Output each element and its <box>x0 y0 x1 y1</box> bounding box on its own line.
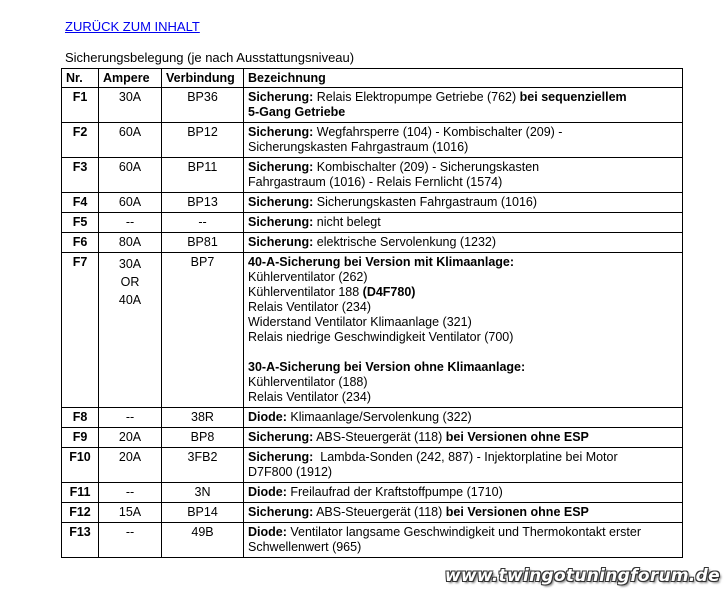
cell-ampere <box>99 253 162 408</box>
desc-text: Widerstand Ventilator Klimaanlage (321) <box>248 315 472 329</box>
cell-ampere <box>99 503 162 523</box>
table-row <box>62 123 683 158</box>
desc-text: Kühlerventilator (188) <box>248 375 368 389</box>
desc-text: ABS-Steuergerät (118) <box>313 430 446 444</box>
cell-verbindung: 38R <box>162 408 244 428</box>
ampere-line: 15A <box>118 505 142 519</box>
cell-bezeichnung <box>244 193 683 213</box>
desc-line <box>248 360 678 375</box>
ampere-line: -- <box>125 485 135 499</box>
desc-bold-text: bei Versionen ohne ESP <box>445 430 589 444</box>
table-row <box>62 193 683 213</box>
cell-bezeichnung <box>244 503 683 523</box>
header-bezeichnung: Bezeichnung <box>244 69 683 88</box>
desc-bold-text: Sicherung: <box>248 430 314 444</box>
desc-line <box>248 255 678 270</box>
desc-line <box>248 315 678 330</box>
desc-text: Lambda-Sonden (242, 887) - Injektorplatine bei Motor <box>313 450 618 464</box>
desc-bold-text: Diode: <box>248 525 287 539</box>
desc-line <box>248 105 678 120</box>
cell-ampere <box>99 193 162 213</box>
desc-bold-text: Diode: <box>248 485 287 499</box>
desc-line <box>248 390 678 405</box>
desc-text: ABS-Steuergerät (118) <box>313 505 446 519</box>
desc-line <box>248 375 678 390</box>
desc-text: Sicherungskasten Fahrgastraum (1016) <box>248 140 469 154</box>
cell-nr: F4 <box>62 193 99 213</box>
table-row <box>62 483 683 503</box>
cell-bezeichnung <box>244 158 683 193</box>
table-row <box>62 448 683 483</box>
desc-bold-text: 30-A-Sicherung bei Version ohne Klimaanlage: <box>248 360 526 374</box>
cell-verbindung: BP36 <box>162 88 244 123</box>
desc-bold-text: Sicherung: <box>248 505 314 519</box>
desc-line <box>248 450 678 465</box>
watermark: www.twingotuningforum.de <box>444 566 720 586</box>
table-row <box>62 233 683 253</box>
cell-ampere <box>99 408 162 428</box>
cell-nr: F10 <box>62 448 99 483</box>
ampere-line: 40A <box>118 293 142 307</box>
cell-bezeichnung <box>244 523 683 558</box>
table-row <box>62 523 683 558</box>
desc-bold-text: Sicherung: <box>248 160 314 174</box>
desc-bold-text: (D4F780) <box>362 285 416 299</box>
desc-line <box>248 430 678 445</box>
desc-spacer <box>248 345 678 360</box>
cell-ampere <box>99 233 162 253</box>
cell-verbindung: BP11 <box>162 158 244 193</box>
cell-nr: F8 <box>62 408 99 428</box>
desc-bold-text: Sicherung: <box>248 195 314 209</box>
cell-verbindung: BP8 <box>162 428 244 448</box>
cell-bezeichnung <box>244 123 683 158</box>
cell-ampere <box>99 448 162 483</box>
cell-nr: F5 <box>62 213 99 233</box>
cell-verbindung: BP81 <box>162 233 244 253</box>
cell-nr: F3 <box>62 158 99 193</box>
ampere-line: OR <box>120 275 140 289</box>
desc-text: Relais Elektropumpe Getriebe (762) <box>313 90 520 104</box>
cell-ampere <box>99 483 162 503</box>
desc-line <box>248 270 678 285</box>
back-to-contents-link[interactable]: ZURÜCK ZUM INHALT <box>65 19 200 34</box>
desc-text: Kühlerventilator 188 <box>248 285 363 299</box>
ampere-line: 20A <box>118 430 142 444</box>
header-verbindung: Verbindung <box>162 69 244 88</box>
cell-ampere <box>99 213 162 233</box>
desc-line <box>248 140 678 155</box>
header-ampere: Ampere <box>99 69 162 88</box>
table-header-row <box>62 69 683 88</box>
cell-bezeichnung <box>244 408 683 428</box>
cell-verbindung: 49B <box>162 523 244 558</box>
desc-text: Freilaufrad der Kraftstoffpumpe (1710) <box>286 485 503 499</box>
desc-line <box>248 215 678 230</box>
cell-nr: F11 <box>62 483 99 503</box>
cell-ampere <box>99 158 162 193</box>
desc-line <box>248 235 678 250</box>
table-row <box>62 428 683 448</box>
cell-bezeichnung <box>244 253 683 408</box>
desc-text: Kombischalter (209) - Sicherungskasten <box>313 160 540 174</box>
fuse-table <box>61 68 683 558</box>
desc-bold-text: 5-Gang Getriebe <box>248 105 346 119</box>
cell-nr: F1 <box>62 88 99 123</box>
desc-text: Wegfahrsperre (104) - Kombischalter (209) - <box>313 125 563 139</box>
header-nr: Nr. <box>62 69 99 88</box>
cell-ampere <box>99 123 162 158</box>
desc-line <box>248 505 678 520</box>
desc-text: Relais Ventilator (234) <box>248 300 371 314</box>
desc-line <box>248 90 678 105</box>
desc-bold-text: bei Versionen ohne ESP <box>445 505 589 519</box>
cell-verbindung: -- <box>162 213 244 233</box>
cell-ampere <box>99 523 162 558</box>
cell-verbindung: BP12 <box>162 123 244 158</box>
cell-bezeichnung <box>244 88 683 123</box>
cell-verbindung: BP13 <box>162 193 244 213</box>
desc-line <box>248 485 678 500</box>
ampere-line: -- <box>125 410 135 424</box>
cell-ampere <box>99 428 162 448</box>
ampere-line: -- <box>125 525 135 539</box>
table-caption: Sicherungsbelegung (je nach Ausstattungsniveau) <box>65 50 355 65</box>
desc-line <box>248 285 678 300</box>
cell-nr: F12 <box>62 503 99 523</box>
ampere-line: 30A <box>118 257 142 271</box>
cell-bezeichnung <box>244 428 683 448</box>
desc-line <box>248 175 678 190</box>
desc-bold-text: Sicherung: <box>248 125 314 139</box>
desc-bold-text: Sicherung: <box>248 235 314 249</box>
desc-line <box>248 540 678 555</box>
desc-line <box>248 465 678 480</box>
desc-text: Ventilator langsame Geschwindigkeit und Thermokontakt erster <box>286 525 642 539</box>
cell-verbindung: BP14 <box>162 503 244 523</box>
desc-line <box>248 125 678 140</box>
desc-bold-text: bei sequenziellem <box>519 90 627 104</box>
desc-text: Kühlerventilator (262) <box>248 270 368 284</box>
desc-line <box>248 160 678 175</box>
ampere-line: 60A <box>118 195 142 209</box>
desc-text: nicht belegt <box>313 215 381 229</box>
table-row <box>62 503 683 523</box>
cell-nr: F13 <box>62 523 99 558</box>
cell-bezeichnung <box>244 233 683 253</box>
cell-bezeichnung <box>244 448 683 483</box>
desc-text: Schwellenwert (965) <box>248 540 362 554</box>
desc-text: Relais Ventilator (234) <box>248 390 371 404</box>
desc-bold-text: Sicherung: <box>248 450 314 464</box>
desc-line <box>248 195 678 210</box>
desc-text: Sicherungskasten Fahrgastraum (1016) <box>313 195 538 209</box>
ampere-line: 30A <box>118 90 142 104</box>
ampere-line: -- <box>125 215 135 229</box>
ampere-line: 60A <box>118 125 142 139</box>
fuse-table-body <box>62 88 683 558</box>
cell-nr: F9 <box>62 428 99 448</box>
desc-line <box>248 330 678 345</box>
cell-verbindung: BP7 <box>162 253 244 408</box>
desc-text: Fahrgastraum (1016) - Relais Fernlicht (1574) <box>248 175 503 189</box>
desc-bold-text: Diode: <box>248 410 287 424</box>
desc-text: Relais niedrige Geschwindigkeit Ventilator (700) <box>248 330 514 344</box>
desc-line <box>248 525 678 540</box>
desc-text: elektrische Servolenkung (1232) <box>313 235 497 249</box>
cell-verbindung: 3FB2 <box>162 448 244 483</box>
table-row <box>62 213 683 233</box>
ampere-line: 80A <box>118 235 142 249</box>
cell-bezeichnung <box>244 483 683 503</box>
table-row <box>62 253 683 408</box>
cell-nr: F6 <box>62 233 99 253</box>
cell-bezeichnung <box>244 213 683 233</box>
desc-line <box>248 410 678 425</box>
desc-text: Klimaanlage/Servolenkung (322) <box>286 410 472 424</box>
desc-line <box>248 300 678 315</box>
table-row <box>62 158 683 193</box>
desc-bold-text: Sicherung: <box>248 215 314 229</box>
desc-bold-text: Sicherung: <box>248 90 314 104</box>
cell-nr: F7 <box>62 253 99 408</box>
ampere-line: 20A <box>118 450 142 464</box>
ampere-line: 60A <box>118 160 142 174</box>
cell-ampere <box>99 88 162 123</box>
desc-text: D7F800 (1912) <box>248 465 333 479</box>
table-row <box>62 408 683 428</box>
desc-bold-text: 40-A-Sicherung bei Version mit Klimaanlage: <box>248 255 515 269</box>
cell-nr: F2 <box>62 123 99 158</box>
table-row <box>62 88 683 123</box>
cell-verbindung: 3N <box>162 483 244 503</box>
